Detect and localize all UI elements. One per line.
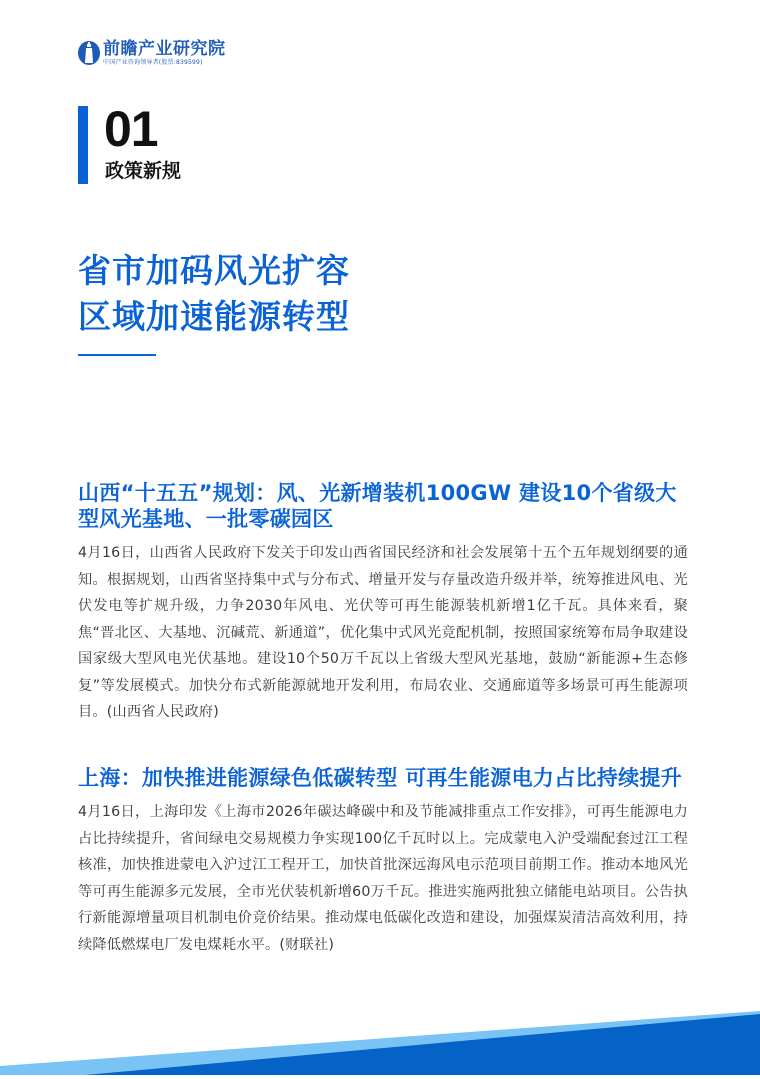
page-title-line-2: 区域加速能源转型	[78, 297, 350, 336]
section-label: 政策新规	[105, 160, 182, 182]
logo-name: 前瞻产业研究院	[103, 38, 226, 59]
page-title	[78, 248, 350, 340]
article-title: 山西“十五五”规划：风、光新增装机100GW 建设10个省级大型风光基地、一批零碳园区	[78, 481, 677, 531]
article-body: 4月16日，山西省人民政府下发关于印发山西省国民经济和社会发展第十五个五年规划纲要的通知。根据规划，山西省坚持集中式与分布式、增量开发与存量改造升级并举，统筹推进风电、光伏发电等扩规升级，力争2030年风电、光伏等可再生能源装机新增1亿千瓦。具体来看，聚焦“晋北区、大基地、沉碱荒、新通道”，优化集中式风光竞配机制，按照国家统筹布局争取建设国家级大型风电光伏基地。建设10个50万千瓦以上省级大型风光基地，鼓励“新能源+生态修复”等发展模式。加快分布式新能源就地开发利用，布局农业、交通廊道等多场景可再生能源项目。(山西省人民政府)	[78, 545, 688, 720]
article-shanghai	[78, 765, 688, 958]
logo-subtitle: 中国产业咨询领导者(股票:839599)	[103, 58, 203, 66]
section-accent-bar	[78, 106, 88, 184]
section-number: 01	[104, 101, 158, 157]
page-title-line-1: 省市加码风光扩容	[78, 251, 350, 290]
title-divider	[78, 354, 156, 356]
lighthouse-logo-icon	[78, 40, 100, 66]
article-shanxi	[78, 480, 688, 726]
article-title: 上海：加快推进能源绿色低碳转型 可再生能源电力占比持续提升	[78, 766, 683, 790]
bottom-decoration	[0, 990, 760, 1075]
article-body: 4月16日，上海印发《上海市2026年碳达峰碳中和及节能减排重点工作安排》，可再生能源电力占比持续提升，省间绿电交易规模力争实现100亿千瓦时以上。完成蒙电入沪受端配套过江工程核准，加快推进蒙电入沪过江工程开工，加快首批深远海风电示范项目前期工作。推动本地风光等可再生能源多元发展，全市光伏装机新增60万千瓦。推进实施两批独立储能电站项目。公告执行新能源增量项目机制电价竞价结果。推动煤电低碳化改造和建设，加强煤炭清洁高效利用，持续降低燃煤电厂发电煤耗水平。(财联社)	[78, 804, 688, 953]
logo	[78, 40, 226, 66]
